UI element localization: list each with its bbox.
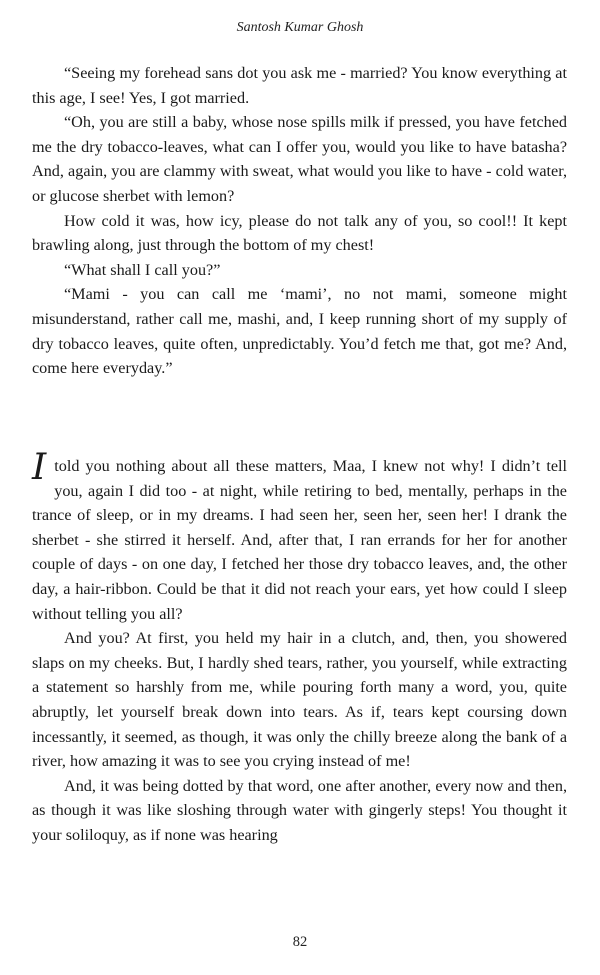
paragraph: And you? At first, you held my hair in a clutch, and, then, you showered slaps on my cheeks. But, I hardly shed tears, rather, you yourself, while extracting a statement so harshly from me, while pouring forth many a word, you, quite abruptly, let yourself break down into tears. As if, tears kept coursing down incessantly, it seemed, as though, it was only the chilly breeze along the bank of a river, how amazing it was to see you crying instead of me! <box>32 629 567 771</box>
page-number: 82 <box>292 934 308 950</box>
paragraph-text: told you nothing about all these matters, Maa, I knew not why! I didn’t tell you, again I did too - at night, while retiring to bed, mentally, perhaps in the trance of sleep, or in my dreams. I had seen her, seen her, seen her! I drank the sherbet - she stirred it herself. And, after that, I ran errands for her for another couple of days - on one day, I fetched her those dry tobacco leaves, and, the other day, a hair-ribbon. Could be that it did not reach your ears, yet how could I sleep without telling you all? <box>32 457 567 623</box>
section-1 <box>32 61 567 381</box>
paragraph: “Mami - you can call me ‘mami’, no not mami, someone might misunderstand, rather call me, mashi, and, I keep running short of my supply of dry tobacco leaves, quite often, unpredictably. You’d fetch me that, got me? And, come here everyday.” <box>32 285 567 378</box>
paragraph: “What shall I call you?” <box>64 260 221 279</box>
paragraph: How cold it was, how icy, please do not talk any of you, so cool!! It kept brawling along, just through the bottom of my chest! <box>32 211 567 255</box>
running-head: Santosh Kumar Ghosh <box>236 20 364 35</box>
paragraph: “Seeing my forehead sans dot you ask me - married? You know everything at this age, I see! Yes, I got married. <box>32 64 567 107</box>
paragraph: “Oh, you are still a baby, whose nose spills milk if pressed, you have fetched me the dry tobacco-leaves, what can I offer you, would you like to have batasha? And, again, you are clammy with sweat, what would you like to have - cold water, or glucose sherbet with lemon? <box>32 113 567 205</box>
paragraph-with-dropcap <box>32 447 567 626</box>
section-2 <box>32 447 567 848</box>
paragraph: And, it was being dotted by that word, one after another, every now and then, as though it was like sloshing through water with gingerly steps! You thought it your soliloquy, as if none was hearing <box>32 776 567 844</box>
drop-cap: I <box>32 447 47 488</box>
